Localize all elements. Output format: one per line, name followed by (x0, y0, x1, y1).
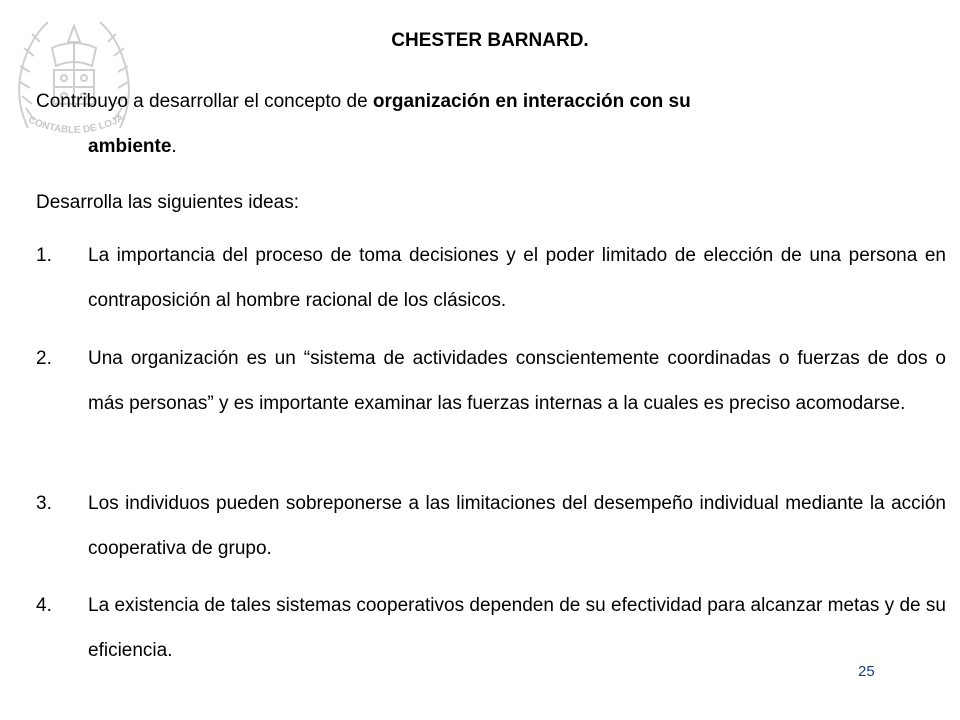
list-item-number: 4. (36, 595, 52, 616)
intro-paragraph (36, 79, 936, 169)
intro-bold: organización en interacción con su (372, 91, 691, 112)
list-item-number: 1. (36, 245, 52, 266)
intro-suffix: . (171, 136, 177, 157)
list-item-number: 3. (36, 493, 52, 514)
intro-bold-continued: ambiente (88, 136, 172, 157)
list-item-2 (36, 336, 946, 426)
page-number: 25 (858, 663, 875, 680)
list-item-text: La importancia del proceso de toma decisiones y el poder limitado de elección de una persona en contraposición al hombre racional de los clásicos. (88, 245, 946, 311)
list-item-text: Los individuos pueden sobreponerse a las limitaciones del desempeño individual mediante la acción cooperativa de grupo. (88, 493, 946, 559)
list-item-4 (36, 583, 946, 673)
list-item-number: 2. (36, 348, 52, 369)
list-item-text: La existencia de tales sistemas cooperativos dependen de su efectividad para alcanzar metas y de su eficiencia. (88, 595, 946, 661)
list-item-3 (36, 481, 946, 571)
subtitle: Desarrolla las siguientes ideas: (36, 192, 299, 213)
list-item-1 (36, 233, 946, 323)
list-item-text: Una organización es un “sistema de actividades conscientemente coordinadas o fuerzas de dos o más personas” y es importante examinar las fuerzas internas a la cuales es preciso acomodarse. (88, 348, 946, 414)
intro-prefix: Contribuyo a desarrollar el concepto de (36, 91, 373, 112)
seal-text: CONTABLE DE LOJA (26, 112, 126, 136)
page-title: CHESTER BARNARD. (391, 30, 589, 51)
